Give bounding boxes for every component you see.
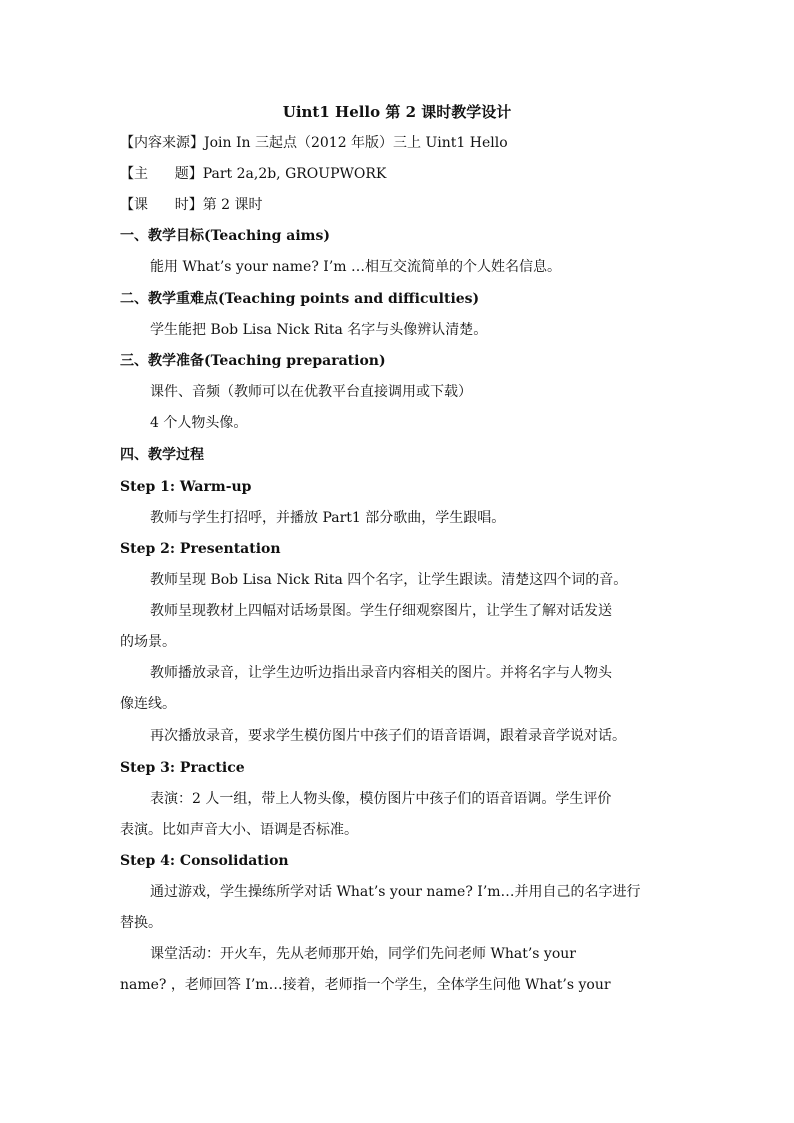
section-points-heading: 二、教学重难点(Teaching points and difficulties) (120, 291, 480, 307)
step4-heading: Step 4: Consolidation (120, 853, 289, 869)
meta-period-value: 第 2 课时 (202, 197, 263, 213)
section-preparation-text-1: 课件、音频（教师可以在优教平台直接调用或下载） (150, 384, 472, 400)
section-aims-heading: 一、教学目标(Teaching aims) (120, 228, 330, 244)
step4-text-2a: 课堂活动：开火车，先从老师那开始，同学们先问老师 What’s your (150, 946, 576, 962)
step3-heading: Step 3: Practice (120, 760, 245, 776)
step3-text-1b: 表演。比如声音大小、语调是否标准。 (120, 822, 358, 838)
step1-text: 教师与学生打招呼，并播放 Part1 部分歌曲，学生跟唱。 (150, 510, 506, 526)
section-aims-text: 能用 What’s your name? I’m …相互交流简单的个人姓名信息。 (150, 259, 561, 275)
meta-source (120, 133, 680, 153)
document-title: Uint1 Hello 第 2 课时教学设计 (282, 103, 512, 121)
meta-source-label: 【内容来源】 (120, 135, 204, 151)
step3-text-1a: 表演：2 人一组，带上人物头像，模仿图片中孩子们的语音语调。学生评价 (150, 791, 612, 807)
step2-text-3b: 像连线。 (120, 696, 176, 712)
step2-text-3a: 教师播放录音，让学生边听边指出录音内容相关的图片。并将名字与人物头 (150, 665, 612, 681)
step2-text-2b: 的场景。 (120, 634, 176, 650)
section-preparation-text-2: 4 个人物头像。 (150, 415, 248, 431)
step4-text-1a: 通过游戏，学生操练所学对话 What’s your name? I’m…并用自己的名字进行 (150, 884, 641, 900)
meta-topic-label: 【主 题】 (120, 166, 203, 182)
step1-heading: Step 1: Warm-up (120, 479, 252, 495)
step2-text-1: 教师呈现 Bob Lisa Nick Rita 四个名字，让学生跟读。清楚这四个词的音。 (150, 572, 628, 588)
section-preparation-heading: 三、教学准备(Teaching preparation) (120, 353, 386, 369)
step2-text-2a: 教师呈现教材上四幅对话场景图。学生仔细观察图片，让学生了解对话发送 (150, 603, 612, 619)
section-points-text: 学生能把 Bob Lisa Nick Rita 名字与头像辨认清楚。 (150, 322, 488, 338)
step2-heading: Step 2: Presentation (120, 541, 281, 557)
meta-topic-value: Part 2a,2b, GROUPWORK (202, 166, 387, 182)
meta-period (120, 195, 680, 215)
meta-source-value: Join In 三起点（2012 年版）三上 Uint1 Hello (204, 135, 508, 151)
step4-text-2b: name? ，老师回答 I’m…接着，老师指一个学生，全体学生问他 What’s your (120, 977, 611, 993)
step2-text-4: 再次播放录音，要求学生模仿图片中孩子们的语音语调，跟着录音学说对话。 (150, 728, 626, 744)
step4-text-1b: 替换。 (120, 915, 162, 931)
meta-topic (120, 164, 680, 184)
meta-period-label: 【课 时】 (120, 197, 203, 213)
section-process-heading: 四、教学过程 (120, 447, 204, 463)
